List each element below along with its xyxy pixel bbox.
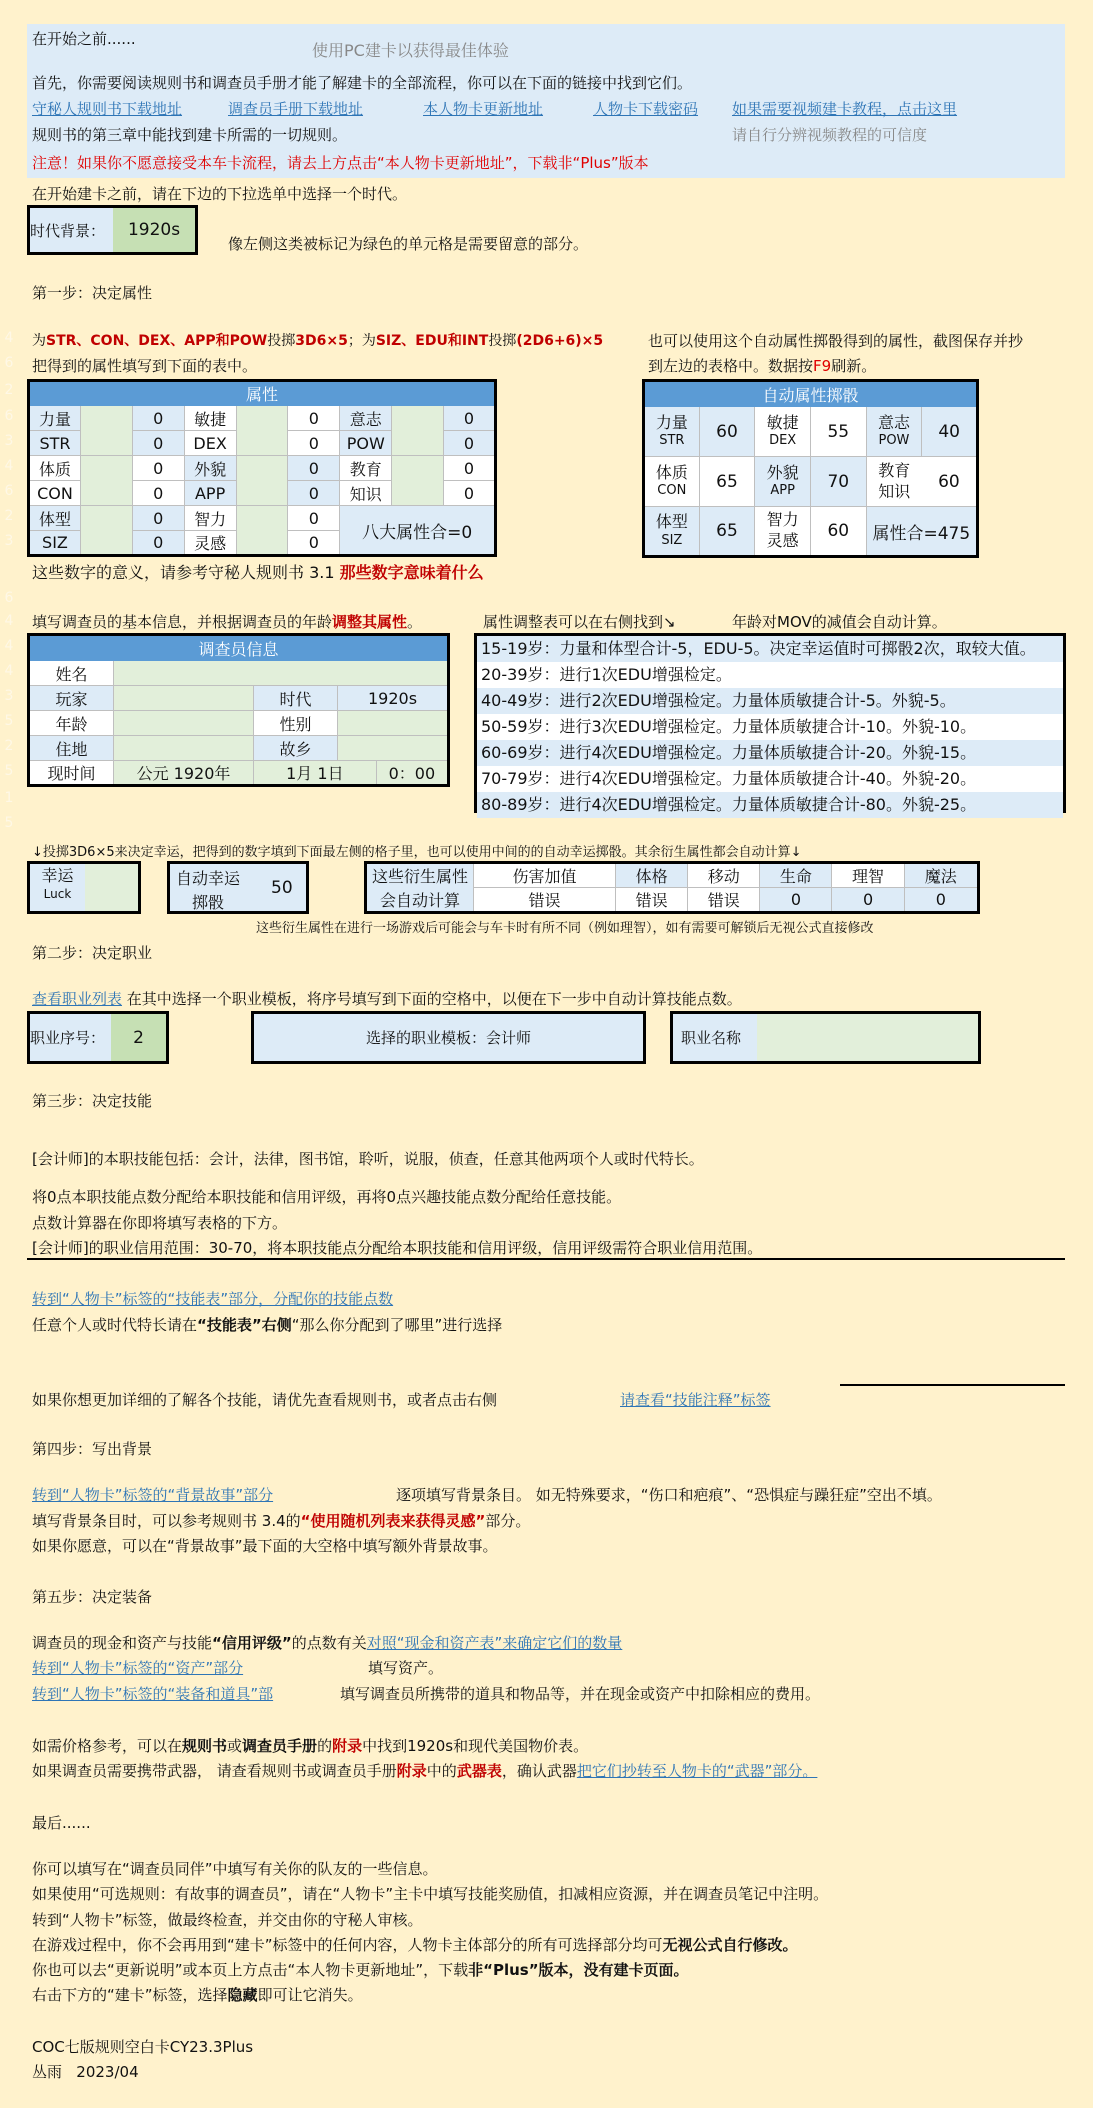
attr-int-value: 0 bbox=[288, 506, 340, 531]
attr-siz-input[interactable] bbox=[80, 506, 132, 556]
derived-header-mov: 移动 bbox=[688, 863, 760, 888]
cash-assets-link[interactable]: 对照“现金和资产表”来确定它们的数量 bbox=[366, 1634, 623, 1652]
auto-int-label bbox=[755, 507, 811, 557]
row-number: 4 bbox=[4, 330, 14, 346]
attr-str-cn: 力量 bbox=[29, 406, 81, 431]
attr-siz-en: SIZ bbox=[29, 531, 81, 556]
weapon-text: ，确认武器 bbox=[501, 1762, 577, 1780]
auto-roll-note-2 bbox=[648, 355, 876, 376]
attr-total: 八大属性合=0 bbox=[340, 506, 496, 556]
attr-int-en: 灵感 bbox=[184, 531, 236, 556]
auto-str-value: 60 bbox=[699, 407, 755, 457]
auto-str-label bbox=[644, 407, 700, 457]
auto-edu-label bbox=[866, 457, 922, 507]
goto-skills-link[interactable]: 转到“人物卡”标签的“技能表”部分，分配你的技能点数 bbox=[32, 1290, 394, 1308]
residence-label: 住地 bbox=[29, 736, 114, 761]
attr-app-input[interactable] bbox=[236, 456, 288, 506]
final-line-1: 你可以填写在“调查员同伴”中填写有关你的队友的一些信息。 bbox=[32, 1860, 438, 1878]
appendix-highlight: 附录 bbox=[332, 1737, 363, 1755]
attr-con-en: CON bbox=[29, 481, 81, 506]
attr-app-cn: 外貌 bbox=[184, 456, 236, 481]
row-number: 4 bbox=[4, 638, 14, 654]
auto-siz-label bbox=[644, 507, 700, 557]
weapon-text: 如果调查员需要携带武器， 请查看规则书或调查员手册 bbox=[32, 1762, 397, 1780]
derived-label-2: 会自动计算 bbox=[366, 888, 474, 913]
occupation-name-label: 职业名称 bbox=[673, 1014, 757, 1061]
video-tutorial-link[interactable]: 如果需要视频建卡教程，点击这里 bbox=[732, 100, 958, 118]
cash-note bbox=[32, 1632, 622, 1653]
attr-app-value: 0 bbox=[288, 456, 340, 481]
attr-siz-value: 0 bbox=[132, 506, 184, 531]
auto-con-en: CON bbox=[657, 483, 687, 499]
version-label: COC七版规则空白卡CY23.3Plus bbox=[32, 2038, 254, 2056]
roll-attrs-3d6: STR、CON、DEX、APP和POW bbox=[46, 333, 268, 349]
row-number: 3 bbox=[4, 688, 14, 704]
roll-text: 投掷 bbox=[267, 333, 296, 349]
goto-backstory-link[interactable]: 转到“人物卡”标签的“背景故事”部分 bbox=[32, 1486, 274, 1504]
auto-note-text: 到左边的表格中。数据按 bbox=[648, 357, 814, 375]
investigator-info-table bbox=[27, 633, 450, 787]
sex-input[interactable] bbox=[338, 711, 449, 736]
row-number: 5 bbox=[4, 713, 14, 729]
info-note-text: 。 bbox=[407, 613, 423, 631]
attr-pow-half: 0 bbox=[444, 431, 496, 456]
auto-int-en: 灵感 bbox=[766, 531, 799, 550]
weapon-note bbox=[32, 1760, 817, 1781]
current-clock[interactable]: 0：00 bbox=[376, 761, 448, 786]
age-input[interactable] bbox=[114, 711, 254, 736]
weapon-text: 中的 bbox=[426, 1762, 457, 1780]
attr-con-value: 0 bbox=[132, 456, 184, 481]
auto-edu-cn: 教育 bbox=[878, 460, 911, 480]
derived-attributes-table bbox=[364, 861, 980, 914]
roll-formula-3d6: 3D6×5 bbox=[295, 333, 348, 349]
row-number: 2 bbox=[4, 382, 14, 398]
row-number: 2 bbox=[4, 508, 14, 524]
auto-note-text: 刷新。 bbox=[831, 357, 877, 375]
backstory-ref-text: 填写背景条目时，可以参考规则书 3.4的 bbox=[32, 1512, 301, 1530]
sheet-password-link[interactable]: 人物卡下载密码 bbox=[593, 100, 699, 118]
age-adjustment-table bbox=[474, 633, 1066, 813]
info-table-header: 调查员信息 bbox=[29, 635, 449, 661]
auto-app-label bbox=[755, 457, 811, 507]
name-label: 姓名 bbox=[29, 661, 114, 686]
assets-desc: 填写资产。 bbox=[368, 1659, 444, 1677]
derived-value-san: 0 bbox=[832, 888, 904, 913]
step2-title: 第二步：决定职业 bbox=[32, 944, 153, 962]
row-number: 3 bbox=[4, 533, 14, 549]
attr-con-cn: 体质 bbox=[29, 456, 81, 481]
occupation-list-link[interactable]: 查看职业列表 bbox=[32, 990, 123, 1008]
occupation-number-box bbox=[27, 1011, 169, 1064]
final-highlight: 隐藏 bbox=[227, 1986, 258, 2004]
auto-con-label bbox=[644, 457, 700, 507]
age-row-40-49: 40-49岁：进行2次EDU增强检定。力量体质敏捷合计-5。外貌-5。 bbox=[477, 688, 1063, 714]
attr-dex-value: 0 bbox=[288, 406, 340, 431]
more-info-note: 如果你想更加详细的了解各个技能，请优先查看规则书，或者点击右侧 bbox=[32, 1391, 498, 1409]
row-number: 6 bbox=[4, 590, 14, 606]
current-year[interactable]: 公元 1920年 bbox=[114, 761, 254, 786]
attr-siz-cn: 体型 bbox=[29, 506, 81, 531]
final-highlight: 非“Plus”版本，没有建卡页面。 bbox=[468, 1961, 689, 1979]
auto-pow-cn: 意志 bbox=[877, 412, 910, 432]
attr-pow-en: POW bbox=[340, 431, 392, 456]
backstory-extra: 如果你愿意，可以在“背景故事”最下面的大空格中填写额外背景故事。 bbox=[32, 1537, 498, 1555]
row-number: 4 bbox=[4, 458, 14, 474]
attr-dex-half: 0 bbox=[288, 431, 340, 456]
attr-str-input[interactable] bbox=[80, 406, 132, 456]
row-number: 4 bbox=[4, 663, 14, 679]
intro-subtitle: 使用PC建卡以获得最佳体验 bbox=[312, 41, 509, 60]
attribute-table bbox=[27, 379, 497, 557]
auto-pow-label bbox=[866, 407, 922, 457]
luck-label bbox=[30, 864, 85, 911]
f9-key: F9 bbox=[813, 357, 832, 375]
hometown-label: 故乡 bbox=[254, 736, 338, 761]
luck-cn: 幸运 bbox=[41, 866, 74, 885]
calculator-note: 点数计算器在你即将填写表格的下方。 bbox=[32, 1214, 288, 1232]
derived-value-mp: 0 bbox=[904, 888, 978, 913]
final-text: 你也可以去“更新说明”或本页上方点击“本人物卡更新地址”，下载 bbox=[32, 1961, 469, 1979]
age-row-80-89: 80-89岁：进行4次EDU增强检定。力量体质敏捷合计-80。外貌-25。 bbox=[477, 792, 1063, 818]
warning-text: 注意！如果你不愿意接受本车卡流程，请去上方点击“本人物卡更新地址”，下载非“Plus”版本 bbox=[32, 154, 649, 172]
final-line-6 bbox=[32, 1984, 363, 2005]
derived-value-hp: 0 bbox=[760, 888, 832, 913]
roll-attrs-2d6: SIZ、EDU和INT bbox=[375, 333, 489, 349]
final-line-3: 转到“人物卡”标签，做最终检查，并交由你的守秘人审核。 bbox=[32, 1911, 423, 1929]
attr-app-half: 0 bbox=[288, 481, 340, 506]
attr-str-half: 0 bbox=[132, 431, 184, 456]
era-info-value: 1920s bbox=[338, 686, 449, 711]
price-text: 如需价格参考，可以在 bbox=[32, 1737, 183, 1755]
era-selector bbox=[27, 205, 198, 255]
specialty-note bbox=[32, 1314, 502, 1335]
attr-int-cn: 智力 bbox=[184, 506, 236, 531]
handbook-download-link[interactable]: 调查员手册下载地址 bbox=[228, 100, 364, 118]
occupation-name-input[interactable] bbox=[757, 1014, 978, 1061]
attr-pow-cn: 意志 bbox=[340, 406, 392, 431]
auto-int-cn: 智力 bbox=[766, 510, 799, 530]
auto-siz-cn: 体型 bbox=[655, 512, 688, 532]
auto-total: 属性合=475 bbox=[866, 507, 977, 557]
derived-note: 这些衍生属性在进行一场游戏后可能会与车卡时有所不同（例如理智），如有需要可解锁后无视公式直接修改 bbox=[256, 921, 874, 936]
auto-app-value: 70 bbox=[810, 457, 866, 507]
specialty-text: 任意个人或时代特长请在 bbox=[32, 1316, 198, 1334]
adjust-table-note: 属性调整表可以在右侧找到↘ bbox=[483, 613, 676, 631]
auto-pow-en: POW bbox=[878, 433, 910, 449]
attr-int-input[interactable] bbox=[236, 506, 288, 556]
hometown-input[interactable] bbox=[338, 736, 449, 761]
current-time-label: 现时间 bbox=[29, 761, 114, 786]
derived-value-build: 错误 bbox=[616, 888, 688, 913]
occupation-number-input[interactable]: 2 bbox=[111, 1014, 166, 1061]
derived-value-db: 错误 bbox=[474, 888, 616, 913]
specialty-text: “那么你分配到了哪里”进行选择 bbox=[291, 1316, 503, 1334]
roll-formula-2d6: (2D6+6)×5 bbox=[516, 333, 604, 349]
auto-str-en: STR bbox=[659, 433, 685, 449]
info-note-highlight: 调整其属性 bbox=[332, 613, 408, 631]
intro-line-2: 规则书的第三章中能找到建卡所需的一切规则。 bbox=[32, 126, 348, 144]
age-row-60-69: 60-69岁：进行4次EDU增强检定。力量体质敏捷合计-20。外貌-15。 bbox=[477, 740, 1063, 766]
age-row-15-19: 15-19岁：力量和体型合计-5，EDU-5。决定幸运值时可掷骰2次，取较大值。 bbox=[477, 636, 1063, 662]
auto-luck-box bbox=[167, 861, 309, 914]
backstory-ref bbox=[32, 1510, 530, 1531]
attr-dex-cn: 敏捷 bbox=[184, 406, 236, 431]
attr-str-value: 0 bbox=[132, 406, 184, 431]
row-number: 5 bbox=[4, 815, 14, 831]
auto-dex-value: 55 bbox=[810, 407, 866, 457]
attr-siz-half: 0 bbox=[132, 531, 184, 556]
backstory-desc: 逐项填写背景条目。 如无特殊要求，“伤口和疤痕”、“恐惧症与躁狂症”空出不填。 bbox=[396, 1486, 942, 1504]
roll-text: 投掷 bbox=[488, 333, 517, 349]
specialty-highlight: “技能表”右侧 bbox=[197, 1316, 292, 1334]
attr-dex-en: DEX bbox=[184, 431, 236, 456]
auto-app-en: APP bbox=[770, 483, 795, 499]
luck-en: Luck bbox=[43, 886, 72, 901]
backstory-ref-text: 部分。 bbox=[485, 1512, 531, 1530]
final-text: 在游戏过程中，你不会再用到“建卡”标签中的任何内容，人物卡主体部分的所有可选择部分均可 bbox=[32, 1936, 663, 1954]
goto-assets-link[interactable]: 转到“人物卡”标签的“资产”部分 bbox=[32, 1659, 244, 1677]
credit-range: [会计师]的职业信用范围：30-70，将本职技能点分配给本职技能和信用评级，信用评级需符合职业信用范围。 bbox=[32, 1239, 763, 1257]
derived-header-hp: 生命 bbox=[760, 863, 832, 888]
row-number: 6 bbox=[4, 483, 14, 499]
auto-dex-cn: 敏捷 bbox=[766, 412, 799, 432]
derived-value-mov: 错误 bbox=[688, 888, 760, 913]
occupation-desc: 在其中选择一个职业模板，将序号填写到下面的空格中，以便在下一步中自动计算技能点数。 bbox=[122, 990, 742, 1008]
price-note bbox=[32, 1735, 588, 1756]
final-title: 最后...... bbox=[32, 1814, 91, 1832]
price-text: 的 bbox=[317, 1737, 333, 1755]
name-input[interactable] bbox=[114, 661, 449, 686]
meaning-highlight: 那些数字意味着什么 bbox=[339, 563, 484, 582]
current-date[interactable]: 1月 1日 bbox=[254, 761, 377, 786]
occupation-name-box bbox=[670, 1011, 981, 1064]
step4-title: 第四步：写出背景 bbox=[32, 1440, 153, 1458]
auto-roll-header: 自动属性掷骰 bbox=[644, 381, 978, 407]
auto-dex-en: DEX bbox=[769, 433, 797, 449]
attr-edu-value: 0 bbox=[444, 456, 496, 481]
final-line-2: 如果使用“可选规则：有故事的调查员”，请在“人物卡”主卡中填写技能奖励值，扣减相应资源，并在调查员笔记中注明。 bbox=[32, 1885, 829, 1903]
intro-title: 在开始之前...... bbox=[32, 30, 136, 48]
meaning-note bbox=[32, 560, 484, 583]
weapon-table-highlight: 武器表 bbox=[456, 1762, 502, 1780]
player-input[interactable] bbox=[114, 686, 254, 711]
occupation-instructions bbox=[32, 988, 742, 1009]
final-line-4 bbox=[32, 1934, 798, 1955]
author-label: 丛雨 2023/04 bbox=[32, 2063, 139, 2081]
attr-edu-cn: 教育 bbox=[340, 456, 392, 481]
backstory-ref-highlight: “使用随机列表来获得灵感” bbox=[300, 1512, 486, 1530]
step1-title: 第一步：决定属性 bbox=[32, 284, 153, 302]
attr-con-half: 0 bbox=[132, 481, 184, 506]
meaning-text: 这些数字的意义，请参考守秘人规则书 3.1 bbox=[32, 563, 340, 582]
final-text: 即可让它消失。 bbox=[257, 1986, 363, 2004]
sheet-update-link[interactable]: 本人物卡更新地址 bbox=[423, 100, 544, 118]
age-row-50-59: 50-59岁：进行3次EDU增强检定。力量体质敏捷合计-10。外貌-10。 bbox=[477, 714, 1063, 740]
attr-con-input[interactable] bbox=[80, 456, 132, 506]
price-text: 中找到1920s和现代美国物价表。 bbox=[362, 1737, 589, 1755]
derived-header-db: 伤害加值 bbox=[474, 863, 616, 888]
cash-text: 的点数有关 bbox=[291, 1634, 367, 1652]
luck-box bbox=[27, 861, 141, 914]
occupation-skills: [会计师]的本职技能包括：会计，法律，图书馆，聆听，说服，侦查，任意其他两项个人或时代特长。 bbox=[32, 1150, 704, 1168]
row-number: 3 bbox=[4, 433, 14, 449]
attr-str-en: STR bbox=[29, 431, 81, 456]
intro-line-1: 首先，你需要阅读规则书和调查员手册才能了解建卡的全部流程，你可以在下面的链接中找到它们。 bbox=[32, 74, 693, 92]
auto-luck-label-2: 掷骰 bbox=[192, 893, 225, 912]
goto-gear-link[interactable]: 转到“人物卡”标签的“装备和道具”部 bbox=[32, 1685, 274, 1703]
divider bbox=[27, 1258, 1065, 1260]
derived-header-san: 理智 bbox=[832, 863, 904, 888]
roll-instructions bbox=[32, 330, 603, 350]
era-info-label: 时代 bbox=[254, 686, 338, 711]
luck-input[interactable] bbox=[85, 864, 138, 911]
age-row-20-39: 20-39岁：进行1次EDU增强检定。 bbox=[477, 662, 1063, 688]
auto-siz-en: SIZ bbox=[661, 532, 683, 548]
roll-text: 为 bbox=[32, 333, 46, 349]
selected-template: 选择的职业模板：会计师 bbox=[251, 1011, 646, 1064]
row-number: 6 bbox=[4, 408, 14, 424]
divider bbox=[840, 1384, 1065, 1386]
auto-int-value: 60 bbox=[810, 507, 866, 557]
info-note bbox=[32, 611, 422, 632]
row-number: 1 bbox=[4, 790, 14, 806]
price-text: 或 bbox=[227, 1737, 243, 1755]
row-number: 4 bbox=[4, 613, 14, 629]
step3-title: 第三步：决定技能 bbox=[32, 1092, 153, 1110]
occupation-number-label: 职业序号： bbox=[30, 1014, 111, 1061]
auto-luck-label-1: 自动幸运 bbox=[176, 869, 241, 888]
auto-dex-label bbox=[755, 407, 811, 457]
player-label: 玩家 bbox=[29, 686, 114, 711]
skill-points: 将0点本职技能点数分配给本职技能和信用评级，再将0点兴趣技能点数分配给任意技能。 bbox=[32, 1188, 622, 1206]
auto-edu-en: 知识 bbox=[878, 481, 911, 501]
appendix-highlight: 附录 bbox=[396, 1762, 427, 1780]
attr-int-half: 0 bbox=[288, 531, 340, 556]
derived-header-mp: 魔法 bbox=[904, 863, 978, 888]
rulebook-download-link[interactable]: 守秘人规则书下载地址 bbox=[32, 100, 183, 118]
auto-roll-table bbox=[642, 379, 979, 558]
age-label: 年龄 bbox=[29, 711, 114, 736]
attr-edu-en: 知识 bbox=[340, 481, 392, 506]
auto-app-cn: 外貌 bbox=[766, 462, 799, 482]
derived-header-build: 体格 bbox=[616, 863, 688, 888]
skill-notes-link[interactable]: 请查看“技能注释”标签 bbox=[620, 1391, 771, 1409]
auto-con-value: 65 bbox=[699, 457, 755, 507]
era-label: 时代背景： bbox=[30, 208, 113, 252]
info-note-text: 填写调查员的基本信息，并根据调查员的年龄 bbox=[32, 613, 333, 631]
roll-text: ；为 bbox=[347, 333, 376, 349]
era-prompt: 在开始建卡之前，请在下边的下拉选单中选择一个时代。 bbox=[32, 185, 408, 203]
goto-weapons-link[interactable]: 把它们抄转至人物卡的“武器”部分。 bbox=[576, 1762, 818, 1780]
cash-text: 调查员的现金和资产与技能 bbox=[32, 1634, 213, 1652]
mov-note: 年龄对MOV的减值会自动计算。 bbox=[732, 613, 947, 631]
auto-edu-value: 60 bbox=[922, 457, 978, 507]
era-dropdown[interactable]: 1920s bbox=[113, 208, 195, 252]
attr-pow-value: 0 bbox=[444, 406, 496, 431]
video-credibility-note: 请自行分辨视频教程的可信度 bbox=[732, 126, 928, 144]
handbook-highlight: 调查员手册 bbox=[242, 1737, 318, 1755]
luck-note: ↓投掷3D6×5来决定幸运，把得到的数字填到下面最左侧的格子里，也可以使用中间的的自动幸运掷骰。其余衍生属性都会自动计算↓ bbox=[32, 845, 802, 860]
auto-siz-value: 65 bbox=[699, 507, 755, 557]
row-number: 6 bbox=[4, 355, 14, 371]
row-number: 5 bbox=[4, 763, 14, 779]
gear-desc: 填写调查员所携带的道具和物品等，并在现金或资产中扣除相应的费用。 bbox=[340, 1685, 821, 1703]
attr-pow-input[interactable] bbox=[392, 406, 444, 456]
age-row-70-79: 70-79岁：进行4次EDU增强检定。力量体质敏捷合计-40。外貌-20。 bbox=[477, 766, 1063, 792]
green-cell-note: 像左侧这类被标记为绿色的单元格是需要留意的部分。 bbox=[228, 235, 589, 253]
auto-pow-value: 40 bbox=[922, 407, 978, 457]
rulebook-highlight: 规则书 bbox=[182, 1737, 228, 1755]
auto-str-cn: 力量 bbox=[655, 412, 688, 432]
sex-label: 性别 bbox=[254, 711, 338, 736]
attr-app-en: APP bbox=[184, 481, 236, 506]
step5-title: 第五步：决定装备 bbox=[32, 1588, 153, 1606]
attr-dex-input[interactable] bbox=[236, 406, 288, 456]
auto-con-cn: 体质 bbox=[655, 462, 688, 482]
final-line-5 bbox=[32, 1959, 689, 1980]
residence-input[interactable] bbox=[114, 736, 254, 761]
attribute-table-header: 属性 bbox=[29, 381, 496, 406]
final-highlight: 无视公式自行修改。 bbox=[662, 1936, 798, 1954]
attr-edu-half: 0 bbox=[444, 481, 496, 506]
fill-note: 把得到的属性填写到下面的表中。 bbox=[32, 357, 258, 375]
auto-luck-value: 50 bbox=[271, 878, 293, 898]
derived-label-1: 这些衍生属性 bbox=[366, 863, 474, 888]
final-text: 右击下方的“建卡”标签，选择 bbox=[32, 1986, 228, 2004]
row-number: 2 bbox=[4, 738, 14, 754]
credit-rating-highlight: “信用评级” bbox=[212, 1634, 292, 1652]
attr-edu-input[interactable] bbox=[392, 456, 444, 506]
auto-roll-note-1: 也可以使用这个自动属性掷骰得到的属性，截图保存并抄 bbox=[648, 332, 1024, 350]
